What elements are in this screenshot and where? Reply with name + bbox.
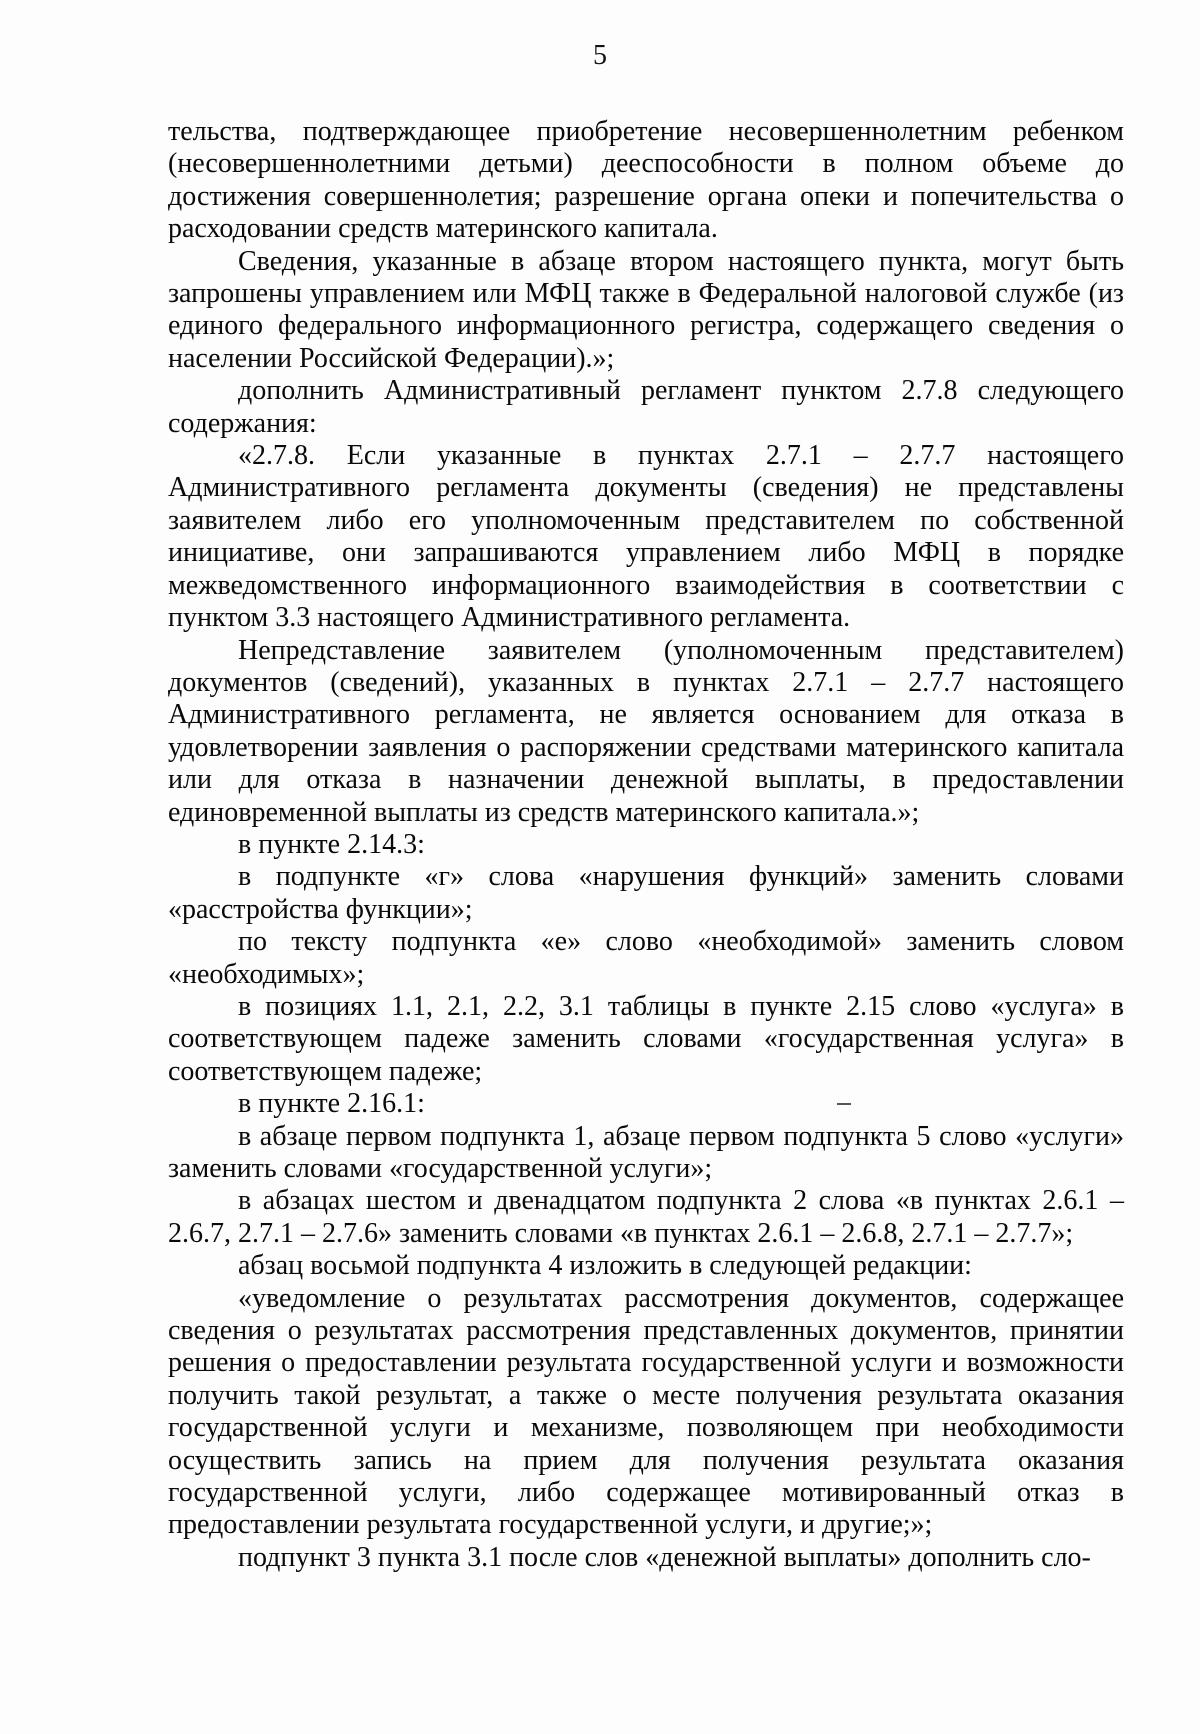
paragraph-8: по тексту подпункта «е» слово «необходимой» заменить словом «необходимых»;: [168, 926, 1124, 990]
paragraph-5: Непредставление заявителем (уполномоченным представителем) документов (сведений), указанных в пунктах 2.7.1 – 2.7.7 настоящего Административного регламента, не является основанием для отказа в удовлетворении заявления о распоряжении средствами материнского капитала или для отказа в назначении денежной выплаты, в предоставлении единовременной выплаты из средств материнского капитала.»;: [168, 634, 1124, 828]
document-text: [168, 116, 1124, 1574]
paragraph-11: в абзаце первом подпункта 1, абзаце первом подпункта 5 слово «услуги» заменить словами «государственной услуги»;: [168, 1120, 1124, 1184]
paragraph-4: «2.7.8. Если указанные в пунктах 2.7.1 – 2.7.7 настоящего Административного регламента документы (сведения) не представлены заявителем либо его уполномоченным представителем по собственной инициативе, они запрашиваются управлением либо МФЦ в порядке межведомственного информационного взаимодействия в соответствии с пунктом 3.3 настоящего Административного регламента.: [168, 440, 1124, 634]
paragraph-3: дополнить Административный регламент пунктом 2.7.8 следующего содержания:: [168, 375, 1124, 439]
paragraph-10: в пункте 2.16.1:: [238, 1088, 425, 1120]
paragraph-7: в подпункте «г» слова «нарушения функций» заменить словами «расстройства функции»;: [168, 861, 1124, 925]
paragraph-6: в пункте 2.14.3:: [238, 828, 425, 860]
paragraph-14: «уведомление о результатах рассмотрения документов, содержащее сведения о результатах рассмотрения представленных документов, принятии решения о предоставлении результата государственной услуги и возможности получить такой результат, а также о месте получения результата оказания государственной услуги и механизме, позволяющем при необходимости осуществить запись на прием для получения результата оказания государственной услуги, либо содержащее мотивированный отказ в предоставлении результата государственной услуги, и другие;»;: [168, 1282, 1124, 1541]
scan-artifact-mark: [837, 1103, 851, 1105]
paragraph-13: абзац восьмой подпункта 4 изложить в следующей редакции:: [238, 1250, 972, 1282]
paragraph-9: в позициях 1.1, 2.1, 2.2, 3.1 таблицы в пункте 2.15 слово «услуга» в соответствующем падеже заменить словами «государственная услуга» в соответствующем падеже;: [168, 990, 1124, 1087]
paragraph-2: Сведения, указанные в абзаце втором настоящего пункта, могут быть запрошены управлением или МФЦ также в Федеральной налоговой службе (из единого федерального информационного регистра, содержащего сведения о населении Российской Федерации).»;: [168, 245, 1124, 374]
page-number: 5: [593, 40, 607, 71]
paragraph-12: в абзацах шестом и двенадцатом подпункта 2 слова «в пунктах 2.6.1 – 2.6.7, 2.7.1 – 2.7.6» заменить словами «в пунктах 2.6.1 – 2.6.8, 2.7.1 – 2.7.7»;: [168, 1185, 1124, 1249]
paragraph-1: тельства, подтверждающее приобретение несовершеннолетним ребенком (несовершеннолетними детьми) дееспособности в полном объеме до достижения совершеннолетия; разрешение органа опеки и попечительства о расходовании средств материнского капитала.: [168, 116, 1124, 245]
paragraph-15: подпункт 3 пункта 3.1 после слов «денежной выплаты» дополнить сло-: [238, 1541, 1091, 1573]
